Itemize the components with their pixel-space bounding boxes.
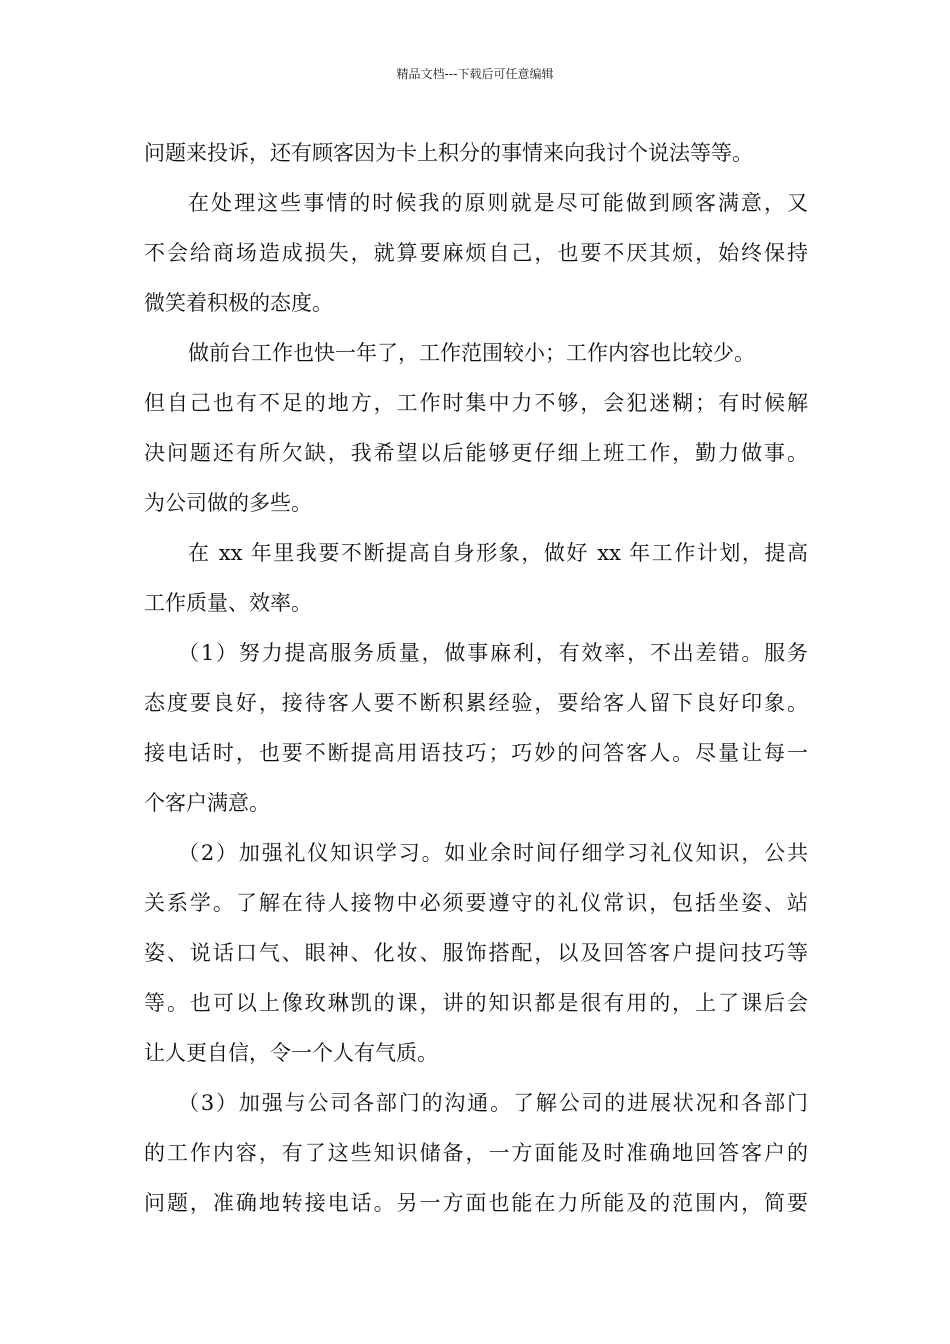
text-line: 让人更自信，令一个人有气质。 — [144, 1041, 438, 1065]
text-line: 等。也可以上像玫琳凯的课，讲的知识都是很有用的，上了课后会 — [144, 991, 808, 1015]
text-line: 不会给商场造成损失，就算要麻烦自己，也要不厌其烦，始终保持 — [144, 241, 808, 265]
text-line: 问题来投诉，还有顾客因为卡上积分的事情来向我讨个说法等等。 — [144, 141, 753, 165]
list-item-start-line: （3）加强与公司各部门的沟通。了解公司的进展状况和各部门 — [178, 1091, 808, 1115]
text-line: 关系学。了解在待人接物中必须要遵守的礼仪常识，包括坐姿、站 — [144, 891, 808, 915]
text-line: 工作质量、效率。 — [144, 591, 312, 615]
text-line: 接电话时，也要不断提高用语技巧；巧妙的问答客人。尽量让每一 — [144, 741, 808, 765]
paragraph-start-line: 在 xx 年里我要不断提高自身形象，做好 xx 年工作计划，提高 — [188, 541, 808, 565]
text-line: 个客户满意。 — [144, 791, 270, 815]
list-item-start-line: （2）加强礼仪知识学习。如业余时间仔细学习礼仪知识，公共 — [178, 841, 808, 865]
text-line: 但自己也有不足的地方，工作时集中力不够，会犯迷糊；有时候解 — [144, 391, 808, 415]
list-item-start-line: （1）努力提高服务质量，做事麻利，有效率，不出差错。服务 — [178, 641, 808, 665]
document-body — [144, 128, 808, 1228]
text-line: 决问题还有所欠缺，我希望以后能够更仔细上班工作，勤力做事。 — [144, 441, 808, 465]
text-line: 微笑着积极的态度。 — [144, 291, 333, 315]
text-line: 姿、说话口气、眼神、化妆、服饰搭配，以及回答客户提问技巧等 — [144, 941, 808, 965]
paragraph-start-line: 做前台工作也快一年了，工作范围较小；工作内容也比较少。 — [188, 341, 755, 365]
text-line: 为公司做的多些。 — [144, 491, 312, 515]
text-line: 的工作内容，有了这些知识储备，一方面能及时准确地回答客户的 — [144, 1141, 808, 1165]
text-line: 问题，准确地转接电话。另一方面也能在力所能及的范围内，简要 — [144, 1191, 808, 1215]
text-line: 态度要良好，接待客人要不断积累经验，要给客人留下良好印象。 — [144, 691, 808, 715]
page-header: 精品文档---下载后可任意编辑 — [396, 67, 554, 81]
paragraph-start-line: 在处理这些事情的时候我的原则就是尽可能做到顾客满意，又 — [188, 191, 808, 215]
